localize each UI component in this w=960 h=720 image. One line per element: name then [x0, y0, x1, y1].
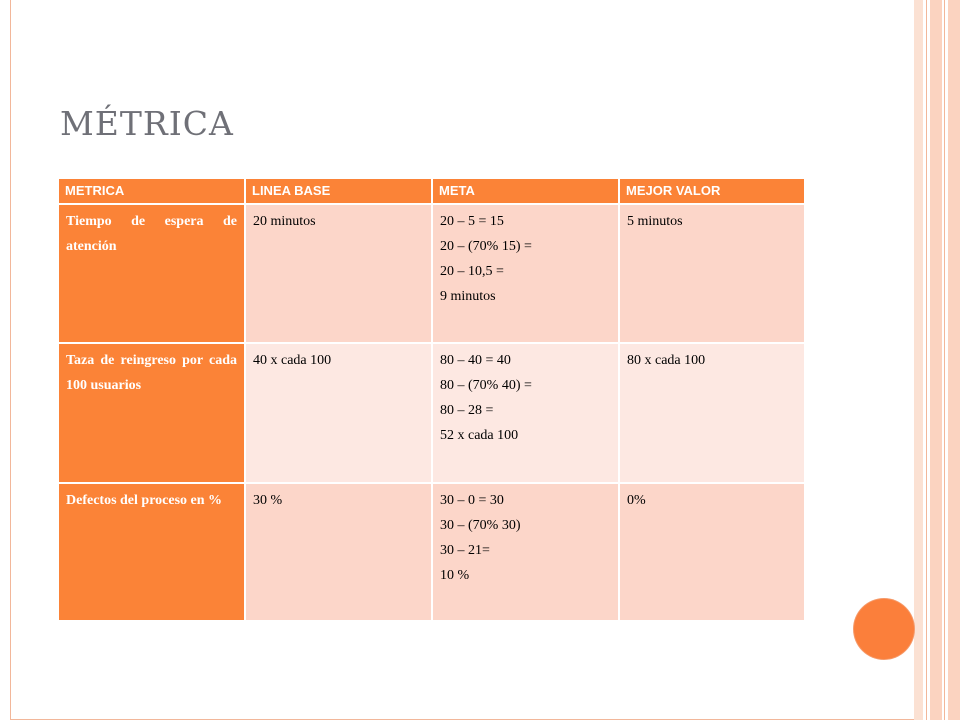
- goal-cell: [432, 483, 619, 621]
- table-header-row: [58, 178, 805, 204]
- goal-line: 30 – (70% 30): [440, 518, 521, 533]
- goal-line: 20 – 5 = 15: [440, 214, 504, 229]
- header-linea-base: LINEA BASE: [245, 178, 432, 204]
- metric-cell: Taza de reingreso por cada 100 usuarios: [58, 343, 245, 483]
- baseline-cell: 20 minutos: [245, 204, 432, 343]
- baseline-cell: 40 x cada 100: [245, 343, 432, 483]
- goal-line: 80 – 28 =: [440, 403, 494, 418]
- best-value-cell: 0%: [619, 483, 805, 621]
- goal-line: 9 minutos: [440, 289, 496, 304]
- goal-line: 20 – (70% 15) =: [440, 239, 532, 254]
- table-row: [58, 343, 805, 483]
- goal-line: 80 – 40 = 40: [440, 353, 511, 368]
- goal-cell: [432, 204, 619, 343]
- metrics-table: [57, 177, 806, 622]
- slide-title: MÉTRICA: [60, 104, 234, 143]
- header-metrica: METRICA: [58, 178, 245, 204]
- goal-line: 10 %: [440, 568, 470, 583]
- table-row: [58, 204, 805, 343]
- best-value-cell: 5 minutos: [619, 204, 805, 343]
- goal-line: 52 x cada 100: [440, 428, 519, 443]
- goal-line: 80 – (70% 40) =: [440, 378, 532, 393]
- metric-cell: Defectos del proceso en %: [58, 483, 245, 621]
- decorative-circle: [854, 599, 914, 659]
- decorative-stripes: [914, 0, 960, 720]
- goal-line: 20 – 10,5 =: [440, 264, 504, 279]
- metric-cell: Tiempo de espera de atención: [58, 204, 245, 343]
- goal-cell: [432, 343, 619, 483]
- baseline-cell: 30 %: [245, 483, 432, 621]
- goal-line: 30 – 0 = 30: [440, 493, 504, 508]
- table-row: [58, 483, 805, 621]
- header-mejor-valor: MEJOR VALOR: [619, 178, 805, 204]
- best-value-cell: 80 x cada 100: [619, 343, 805, 483]
- goal-line: 30 – 21=: [440, 543, 490, 558]
- header-meta: META: [432, 178, 619, 204]
